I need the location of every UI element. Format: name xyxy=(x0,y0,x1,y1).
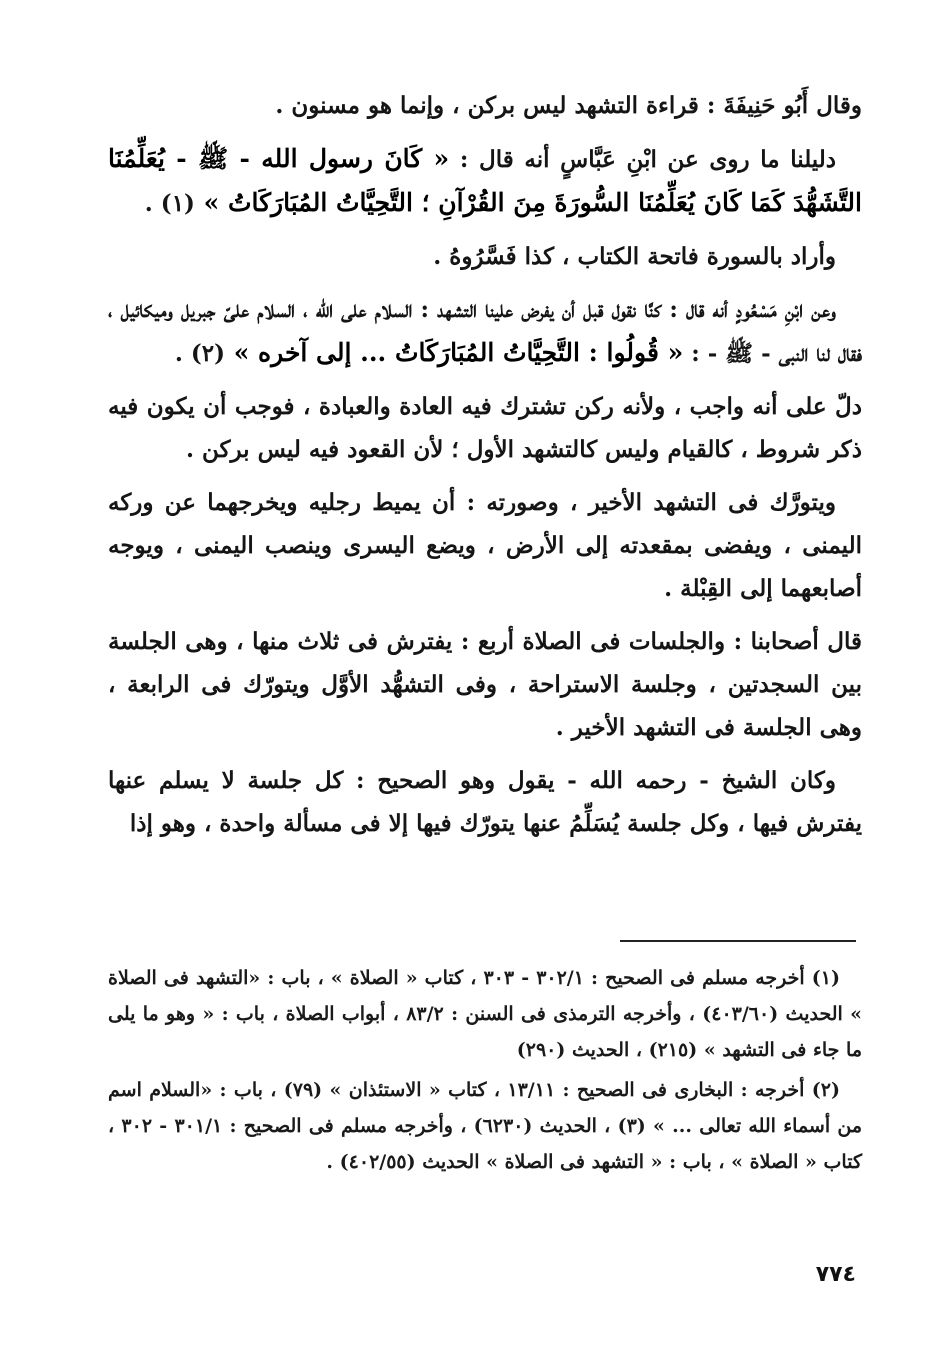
paragraph-8-text: وكان الشيخ - رحمه الله - يقول وهو الصحيح : كل جلسة لا يسلم عنها يفترش فيها ، وكل جلسة يُسَلِّمُ عنها يتورّك فيها إلا فى مسألة واحدة ، وهو إذا xyxy=(108,767,862,837)
paragraph-1-text: وقال أَبُو حَنِيفَةَ : قراءة التشهد ليس بركن ، وإنما هو مسنون . xyxy=(275,92,862,119)
paragraph-7 xyxy=(108,620,862,749)
footnotes-section xyxy=(108,960,862,1184)
paragraph-6-text: ويتورَّك فى التشهد الأخير ، وصورته : أن يميط رجليه ويخرجهما عن وركه اليمنى ، ويفضى بمقعدته إلى الأرض ، ويضع اليسرى وينصب اليمنى ، ويوجه أصابعهما إلى القِبْلة . xyxy=(108,489,862,602)
paragraph-1 xyxy=(108,84,862,127)
hadith-quote-1: « كَانَ رسول الله - ﷺ - يُعَلِّمُنَا التَّشَهُّدَ كَمَا كَانَ يُعَلِّمُنَا السُّورَةَ مِنَ القُرْآنِ ؛ التَّحِيَّاتُ المُبَارَكَاتُ » xyxy=(108,144,862,217)
footnote-divider xyxy=(620,940,856,942)
paragraph-2-lead: دليلنا ما روى عن ابْنِ عَبَّاسٍ أنه قال : xyxy=(449,146,837,173)
footnote-2 xyxy=(108,1072,862,1180)
paragraph-4-lead: وعن ابْنِ مَسْعُودٍ أنه قال : كنَّا نقول قبل أن يفرض علينا التشهد : السلام على الله ، السلام علىّ جبريل وميكائيل ، فقال لنا النبى - ﷺ - : xyxy=(108,296,862,367)
paragraph-3-text: وأراد بالسورة فاتحة الكتاب ، كذا فَسَّرُوهُ . xyxy=(433,243,836,270)
main-text xyxy=(108,84,862,855)
footnote-ref-1: (١) . xyxy=(144,190,195,217)
paragraph-6 xyxy=(108,481,862,610)
footnote-1 xyxy=(108,960,862,1068)
paragraph-7-text: قال أصحابنا : والجلسات فى الصلاة أربع : يفترش فى ثلاث منها ، وهى الجلسة بين السجدتين ، وجلسة الاستراحة ، وفى التشهُّد الأوَّل ويتورّك فى الرابعة ، وهى الجلسة فى التشهد الأخير . xyxy=(108,628,862,741)
paragraph-4 xyxy=(108,288,862,375)
paragraph-2 xyxy=(108,137,862,225)
paragraph-5 xyxy=(108,385,862,471)
paragraph-3 xyxy=(108,235,862,278)
hadith-quote-2: « قُولُوا : التَّحِيَّاتُ المُبَارَكَاتُ ... إلى آخره » xyxy=(225,338,684,367)
footnote-ref-2: (٢) . xyxy=(174,340,226,367)
page-number: ٧٧٤ xyxy=(815,1262,856,1287)
paragraph-5-text: دلّ على أنه واجب ، ولأنه ركن تشترك فيه العادة والعبادة ، فوجب أن يكون فيه ذكر شروط ، كالقيام وليس كالتشهد الأول ؛ لأن القعود فيه ليس بركن . xyxy=(108,393,862,463)
footnote-1-text: (١) أخرجه مسلم فى الصحيح : ٣٠٢/١ - ٣٠٣ ، كتاب « الصلاة » ، باب : «التشهد فى الصلاة » الحديث (٤٠٣/٦٠) ، وأخرجه الترمذى فى السنن : ٨٣/٢ ، أبواب الصلاة ، باب : « وهو ما يلى ما جاء فى التشهد » (٢١٥) ، الحديث (٢٩٠) xyxy=(108,967,862,1061)
paragraph-8 xyxy=(108,759,862,845)
footnote-2-text: (٢) أخرجه : البخارى فى الصحيح : ١٣/١١ ، كتاب « الاستئذان » (٧٩) ، باب : «السلام اسم من أسماء الله تعالى ... » (٣) ، الحديث (٦٢٣٠) ، وأخرجه مسلم فى الصحيح : ٣٠١/١ - ٣٠٢ ، كتاب « الصلاة » ، باب : « التشهد فى الصلاة » الحديث (٤٠٢/٥٥) . xyxy=(108,1079,863,1173)
